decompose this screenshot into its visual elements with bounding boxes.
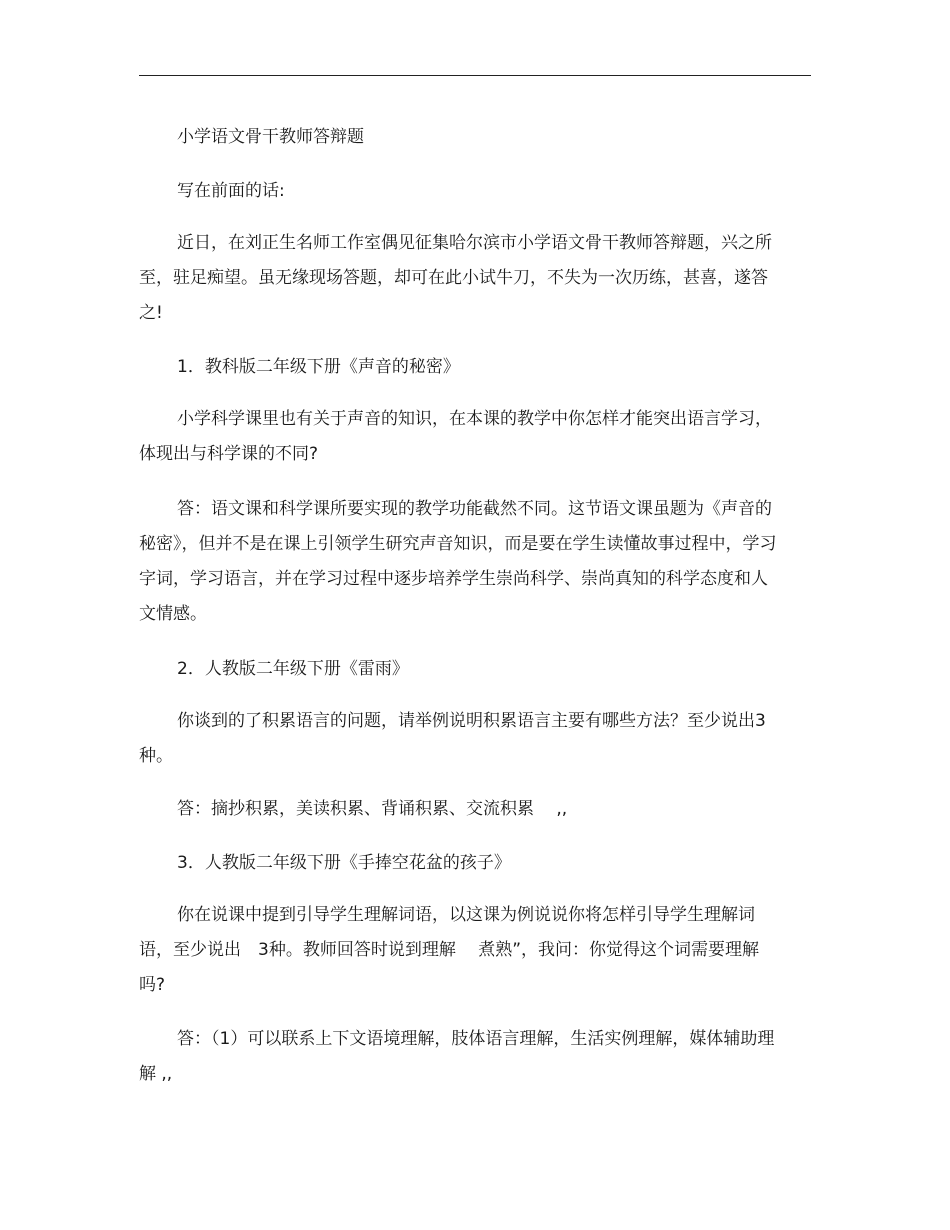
item-2-answer: 答：摘抄积累，美读积累、背诵积累、交流积累 ,, — [177, 799, 568, 819]
item-1-answer: 答：语文课和科学课所要实现的教学功能截然不同。这节语文课虽题为《声音的秘密》，但并不是在课上引领学生研究声音知识，而是要在学生读懂故事过程中，学习字词，学习语言，并在学习过程中逐步培养学生崇尚科学、崇尚真知的科学态度和人文情感。 — [139, 499, 777, 624]
item-3-question: 你在说课中提到引导学生理解词语，以这课为例说说你将怎样引导学生理解词语，至少说出 3种。教师回答时说到理解 煮熟”，我问：你觉得这个词需要理解吗? — [139, 905, 760, 995]
item-3-answer: 答：（1）可以联系上下文语境理解，肢体语言理解，生活实例理解，媒体辅助理解 ,, — [139, 1029, 775, 1084]
item-3-heading: 3．人教版二年级下册《手捧空花盆的孩子》 — [177, 853, 511, 873]
item-2-heading: 2．人教版二年级下册《雷雨》 — [177, 659, 409, 679]
preface-paragraph: 近日，在刘正生名师工作室偶见征集哈尔滨市小学语文骨干教师答辩题，兴之所至，驻足痴望。虽无缘现场答题，却可在此小试牛刀，不失为一次历练，甚喜，遂答之! — [139, 233, 772, 323]
preface-heading: 写在前面的话: — [177, 181, 285, 201]
item-1-question: 小学科学课里也有关于声音的知识，在本课的教学中你怎样才能突出语言学习，体现出与科学课的不同? — [139, 409, 772, 464]
item-2-question: 你谈到的了积累语言的问题，请举例说明积累语言主要有哪些方法？至少说出3种。 — [139, 711, 766, 766]
item-1-heading: 1．教科版二年级下册《声音的秘密》 — [177, 357, 460, 377]
document-title: 小学语文骨干教师答辩题 — [177, 127, 364, 147]
header-rule — [139, 75, 811, 76]
